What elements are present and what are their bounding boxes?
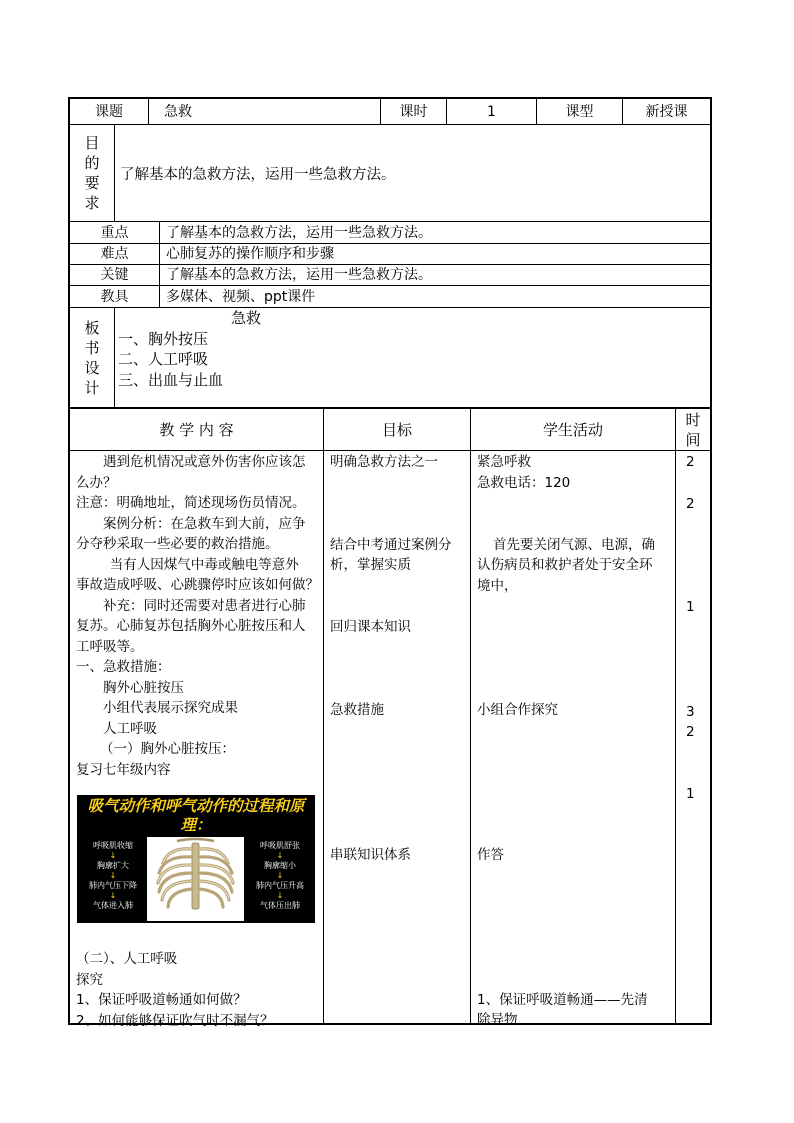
time-value: 1 <box>686 786 695 802</box>
content-line: 小组代表展示探究成果 <box>103 700 238 716</box>
point-value: 多媒体、视频、ppt课件 <box>166 288 316 305</box>
topic-value: 急救 <box>149 99 381 124</box>
content-tail <box>70 949 324 1031</box>
down-arrow-icon: ↓ <box>109 891 117 900</box>
point-row-crux <box>70 265 710 286</box>
down-arrow-icon: ↓ <box>276 851 284 860</box>
inhale-step: 胸廓扩大 <box>97 861 129 870</box>
board-content <box>115 308 710 407</box>
exhale-step: 肺内气压升高 <box>256 881 304 890</box>
goal-line: 串联知识体系 <box>330 847 411 863</box>
activity-line: 急救电话：120 <box>477 475 571 491</box>
col-head-activity: 学生活动 <box>471 409 676 450</box>
content-line: 补充：同时还需要对患者进行心肺 <box>103 597 306 614</box>
exhale-step: 气体压出肺 <box>260 901 300 910</box>
content-line: 探究 <box>76 971 103 988</box>
goal-label-char: 要 <box>84 174 100 192</box>
down-arrow-icon: ↓ <box>276 891 284 900</box>
time-value: 2 <box>686 496 695 512</box>
down-arrow-icon: ↓ <box>276 871 284 880</box>
col-head-content: 教 学 内 容 <box>70 409 324 450</box>
lesson-plan-table <box>68 97 712 1029</box>
col-head-time-char: 间 <box>685 430 701 449</box>
content-line: 当有人因煤气中毒或触电等意外 <box>109 556 299 573</box>
content-line: 人工呼吸 <box>103 720 157 737</box>
board-row <box>70 308 710 409</box>
breathing-diagram <box>77 795 315 923</box>
point-row-key <box>70 222 710 244</box>
board-line: 二、人工呼吸 <box>118 350 209 368</box>
goal-line: 结合中考通过案例分 <box>330 537 452 553</box>
goal-label-char: 目 <box>84 134 100 152</box>
content-line: 事故造成呼吸、心跳骤停时应该如何做？ <box>76 577 319 593</box>
col-head-time-char: 时 <box>685 410 701 429</box>
point-row-difficulty <box>70 244 710 265</box>
goal-line: 急救措施 <box>330 702 384 718</box>
time-value: 2 <box>686 724 695 740</box>
board-line: 一、胸外按压 <box>118 329 209 348</box>
activity-line: 境中， <box>477 578 518 594</box>
board-label-char: 板 <box>84 318 100 337</box>
activity-column <box>471 451 676 1028</box>
table-head-row <box>70 409 710 451</box>
goal-line: 析，掌握实质 <box>330 557 411 573</box>
ribcage-illustration <box>147 837 244 921</box>
board-label-char: 书 <box>84 338 100 357</box>
point-label: 教具 <box>70 286 160 307</box>
activity-line: 作答 <box>477 847 504 863</box>
down-arrow-icon: ↓ <box>109 851 117 860</box>
inhale-step: 气体进入肺 <box>93 901 133 910</box>
goal-line: 明确急救方法之一 <box>330 454 438 470</box>
hours-label: 课时 <box>381 99 447 124</box>
ribcage-image <box>147 837 244 921</box>
point-value: 了解基本的急救方法，运用一些急救方法。 <box>166 224 432 241</box>
content-line: 案例分析：在急救车到大前，应争 <box>103 515 306 532</box>
board-label-char: 设 <box>84 358 100 377</box>
content-line: 复习七年级内容 <box>76 761 171 778</box>
topic-label: 课题 <box>70 99 149 124</box>
exhale-step: 呼吸肌舒张 <box>260 841 300 850</box>
goal-label-char: 求 <box>84 194 100 212</box>
col-head-goal: 目标 <box>324 409 471 450</box>
content-line: 胸外心脏按压 <box>103 679 184 696</box>
exhale-step: 胸廓缩小 <box>264 861 296 870</box>
col-head-time <box>676 409 710 450</box>
point-value: 心肺复苏的操作顺序和步骤 <box>166 246 334 262</box>
content-line: 复苏。心肺复苏包括胸外心脏按压和人 <box>76 618 306 634</box>
content-line: 2、如何能够保证吹气时不漏气？ <box>76 1012 274 1029</box>
content-line: （二）、人工呼吸 <box>76 951 178 967</box>
type-label: 课型 <box>537 99 623 124</box>
content-line: 遇到危机情况或意外伤害你应该怎 <box>103 454 306 470</box>
time-value: 3 <box>686 704 695 720</box>
content-row <box>70 451 710 1029</box>
activity-line: 认伤病员和救护者处于安全环 <box>477 557 653 573</box>
inhale-step: 呼吸肌收缩 <box>93 841 133 850</box>
diagram-title: 吸气动作和呼气动作的过程和原理： <box>87 797 305 834</box>
time-column <box>676 451 710 1023</box>
board-label <box>70 308 115 407</box>
inhale-step: 肺内气压下降 <box>89 881 137 890</box>
point-label: 关键 <box>70 265 160 285</box>
type-value: 新授课 <box>645 103 688 120</box>
board-line: 三、出血与止血 <box>118 370 224 389</box>
activity-line: 小组合作探究 <box>477 702 558 718</box>
hours-value: 1 <box>447 99 537 124</box>
content-line: 注意：明确地址，简述现场伤员情况。 <box>76 495 306 511</box>
board-label-char: 计 <box>84 378 100 397</box>
content-line: 工呼吸等。 <box>76 638 144 655</box>
exhale-steps <box>245 841 315 911</box>
point-label: 难点 <box>70 244 160 264</box>
point-row-tools <box>70 286 710 308</box>
point-value: 了解基本的急救方法，运用一些急救方法。 <box>166 267 432 283</box>
goal-label <box>70 125 115 221</box>
content-line: 1、保证呼吸道畅通如何做？ <box>76 992 247 1008</box>
time-value: 1 <box>686 599 695 615</box>
activity-line: 除异物 <box>477 1012 518 1028</box>
activity-line: 首先要关闭气源、电源，确 <box>493 537 655 553</box>
time-value: 2 <box>686 454 695 470</box>
point-label: 重点 <box>70 222 160 243</box>
content-column <box>70 451 324 1029</box>
activity-line: 紧急呼救 <box>477 454 531 470</box>
header-row <box>70 99 710 125</box>
down-arrow-icon: ↓ <box>109 871 117 880</box>
content-line: 一、急救措施： <box>76 659 171 675</box>
goal-column <box>324 451 471 1023</box>
board-title: 急救 <box>231 309 262 327</box>
goal-line: 回归课本知识 <box>330 619 411 635</box>
content-line: （一）胸外心脏按压： <box>100 741 235 757</box>
goal-text: 了解基本的急救方法，运用一些急救方法。 <box>120 167 396 183</box>
goal-row <box>70 125 710 222</box>
goal-label-char: 的 <box>84 154 100 172</box>
content-line: 么办？ <box>76 474 117 491</box>
activity-line: 1、保证呼吸道畅通——先清 <box>477 992 648 1008</box>
inhale-steps <box>78 841 148 911</box>
content-line: 分夺秒采取一些必要的救治措施。 <box>76 536 279 552</box>
